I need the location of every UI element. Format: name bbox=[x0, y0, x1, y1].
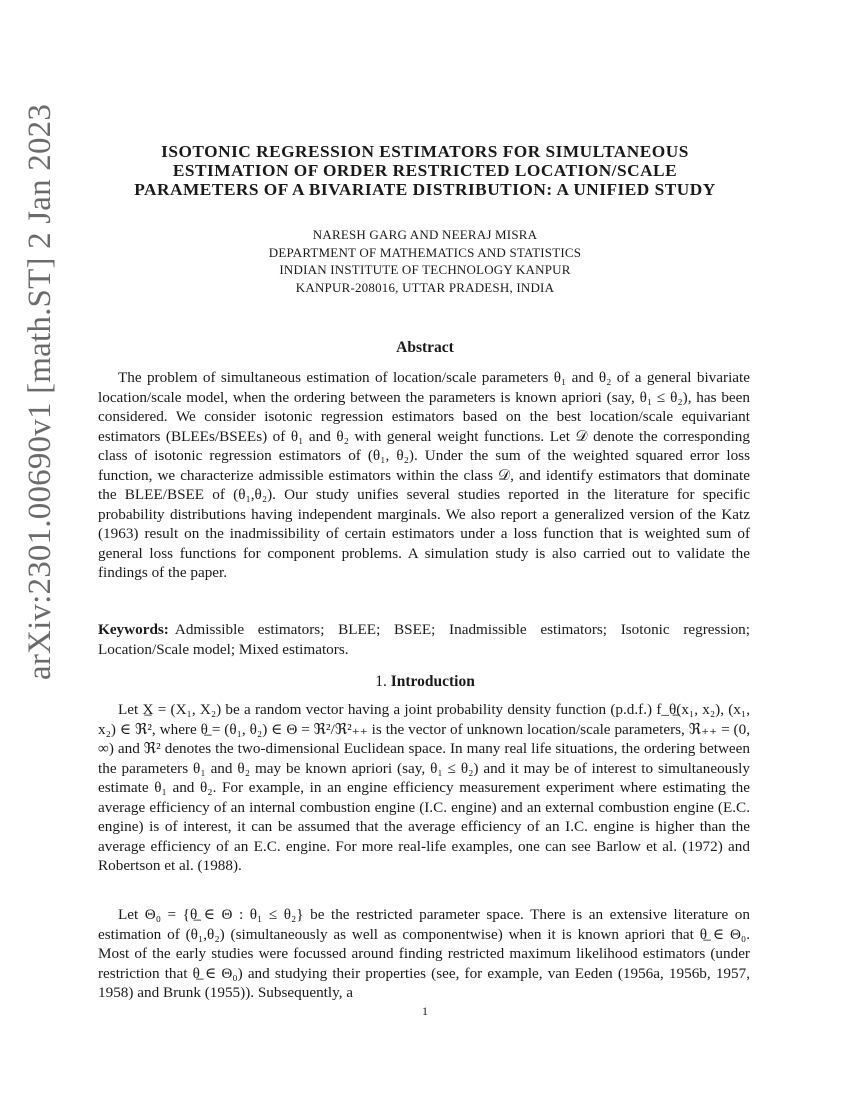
intro-paragraph-2: Let Θ₀ = {θ̲ ∈ Θ : θ₁ ≤ θ₂} be the restricted parameter space. There is an extensive literature on estimation of (θ₁,θ₂) (simultaneously as well as componentwise) when it is known apriori that θ̲ ∈ Θ₀. Most of the early studies were focussed around finding restricted maximum likelihood estimators (under restriction that θ̲ ∈ Θ₀) and studying their properties (see, for example, van Eeden (1956a, 1956b, 1957, 1958) and Brunk (1955)). Subsequently, a bbox=[98, 906, 750, 1001]
keywords-label: Keywords: bbox=[98, 621, 169, 638]
section-title: Introduction bbox=[390, 673, 475, 690]
author-address: KANPUR-208016, UTTAR PRADESH, INDIA bbox=[295, 279, 555, 295]
keywords-text: Admissible estimators; BLEE; BSEE; Inadmissible estimators; Isotonic regression; Location/Scale model; Mixed estimators. bbox=[98, 621, 750, 658]
author-department: DEPARTMENT OF MATHEMATICS AND STATISTICS bbox=[268, 244, 582, 260]
title-line: ISOTONIC REGRESSION ESTIMATORS FOR SIMULTANEOUS bbox=[161, 142, 689, 161]
author-institute: INDIAN INSTITUTE OF TECHNOLOGY KANPUR bbox=[279, 262, 571, 277]
intro-paragraph-1: Let X̲ = (X₁, X₂) be a random vector having a joint probability density function (p.d.f.) f_θ̲(x₁, x₂), (x₁, x₂) ∈ ℜ², where θ̲ = (θ₁, θ₂) ∈ Θ = ℜ²/ℜ²₊₊ is the vector of unknown location/scale parameters, ℜ₊₊ = (0, ∞) and ℜ² denotes the two-dimensional Euclidean space. In many real life situations, the ordering between the parameters θ₁ and θ₂ may be known apriori (say, θ₁ ≤ θ₂) and it may be of interest to simultaneously estimate θ₁ and θ₂. For example, in an engine efficiency measurement experiment where estimating the average efficiency of an internal combustion engine (I.C. engine) and an external combustion engine (E.C. engine) is of interest, it can be assumed that the average efficiency of an I.C. engine is higher than the average efficiency of an E.C. engine. For more real-life examples, one can see Barlow et al. (1972) and Robertson et al. (1988). bbox=[98, 701, 750, 874]
section-number: 1. bbox=[375, 673, 387, 690]
section-heading-introduction bbox=[0, 673, 850, 691]
abstract-text: The problem of simultaneous estimation of location/scale parameters θ₁ and θ₂ of a general bivariate location/scale model, when the ordering between the parameters is known apriori (say, θ₁ ≤ θ₂), has been considered. We consider isotonic regression estimators based on the best location/scale equivariant estimators (BLEEs/BSEEs) of θ₁ and θ₂ with general weight functions. Let 𝒟 denote the corresponding class of isotonic regression estimators of (θ₁, θ₂). Under the sum of the weighted squared error loss function, we characterize admissible estimators within the class 𝒟, and identify estimators that dominate the BLEE/BSEE of (θ₁,θ₂). Our study unifies several studies reported in the literature for specific probability distributions having independent marginals. We also report a generalized version of the Katz (1963) result on the inadmissibility of certain estimators under a loss function that is weighted sum of general loss functions for component problems. A simulation study is also carried out to validate the findings of the paper. bbox=[98, 369, 750, 581]
arxiv-identifier-stamp: arXiv:2301.00690v1 [math.ST] 2 Jan 2023 bbox=[22, 103, 58, 680]
paper-title bbox=[90, 142, 760, 199]
abstract-heading: Abstract bbox=[396, 339, 454, 356]
page-number: 1 bbox=[422, 1004, 428, 1018]
author-names: NARESH GARG AND NEERAJ MISRA bbox=[312, 227, 538, 242]
keywords-block bbox=[98, 620, 750, 659]
abstract-body bbox=[98, 368, 750, 583]
title-line: PARAMETERS OF A BIVARIATE DISTRIBUTION: A UNIFIED STUDY bbox=[134, 180, 716, 199]
title-line: ESTIMATION OF ORDER RESTRICTED LOCATION/SCALE bbox=[172, 161, 678, 180]
author-block bbox=[90, 226, 760, 296]
